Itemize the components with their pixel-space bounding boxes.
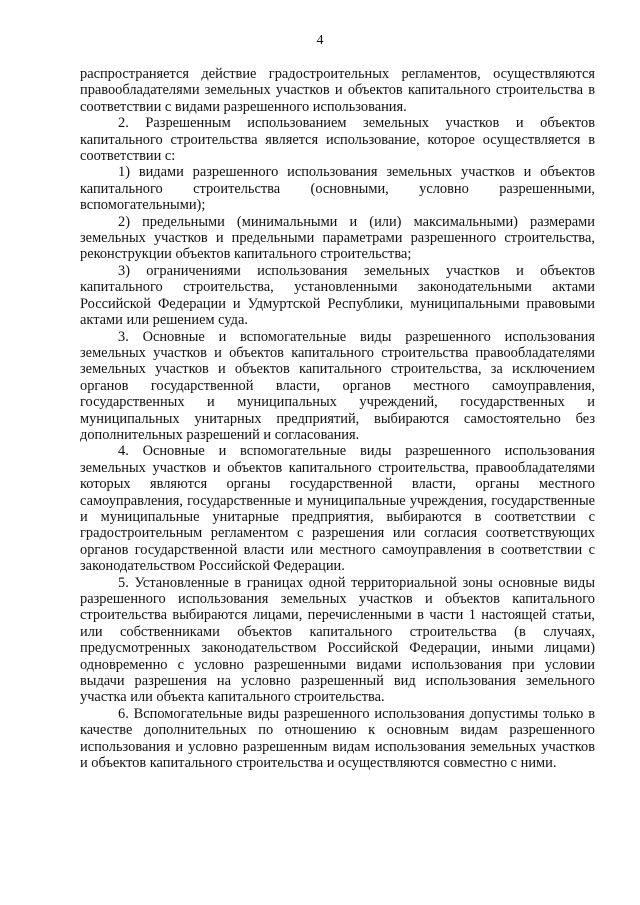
- page-number: 4: [316, 33, 324, 48]
- paragraph-subitem-2: 2) предельными (минимальными и (или) максимальными) размерами земельных участков и предельными параметрами разрешенного строительства, реконструкции объектов капитального строительства;: [80, 213, 595, 263]
- paragraph-item-5: 5. Установленные в границах одной территориальной зоны основные виды разрешенного использования земельных участков и объектов капитального строительства выбираются лицами, перечисленными в части 1 настоящей статьи, или собственниками объектов капитального строительства (в случаях, предусмотренных законодательством Российской Федерации, иными лицами) одновременно с условно разрешенными видами использования при условии выдачи разрешения на условно разрешенный вид использования земельного участка или объекта капитального строительства.: [80, 574, 595, 706]
- paragraph-item-2: 2. Разрешенным использованием земельных участков и объектов капитального строительства является использование, которое осуществляется в соответствии с:: [80, 115, 595, 165]
- paragraph-item-4: 4. Основные и вспомогательные виды разрешенного использования земельных участков и объектов капитального строительства, правообладателями которых являются органы государственной власти, органы местного самоуправления, государственные и муниципальные учреждения, государственные и муниципальные унитарные предприятия, выбираются в соответствии с градостроительным регламентом с разрешения или согласия соответствующих органов государственной власти или местного самоуправления в соответствии с законодательством Российской Федерации.: [80, 443, 595, 575]
- paragraph-continuation: распространяется действие градостроительных регламентов, осуществляются правообладателями земельных участков и объектов капитального строительства в соответствии с видами разрешенного использования.: [80, 66, 595, 115]
- document-body: [80, 66, 595, 771]
- paragraph-subitem-3: 3) ограничениями использования земельных участков и объектов капитального строительства, установленными законодательными актами Российской Федерации и Удмуртской Республики, муниципальными правовыми актами или решением суда.: [80, 262, 595, 329]
- paragraph-subitem-1: 1) видами разрешенного использования земельных участков и объектов капитального строительства (основными, условно разрешенными, вспомогательными);: [80, 164, 595, 214]
- paragraph-item-6: 6. Вспомогательные виды разрешенного использования допустимы только в качестве дополнительных по отношению к основным видам разрешенного использования и условно разрешенным видам использования земельных участков и объектов капитального строительства и осуществляются совместно с ними.: [80, 705, 595, 772]
- paragraph-item-3: 3. Основные и вспомогательные виды разрешенного использования земельных участков и объектов капитального строительства правообладателями земельных участков и объектов капитального строительства, за исключением органов государственной власти, органов местного самоуправления, государственных и муниципальных учреждений, государственных и муниципальных унитарных предприятий, выбираются самостоятельно без дополнительных разрешений и согласования.: [80, 328, 595, 443]
